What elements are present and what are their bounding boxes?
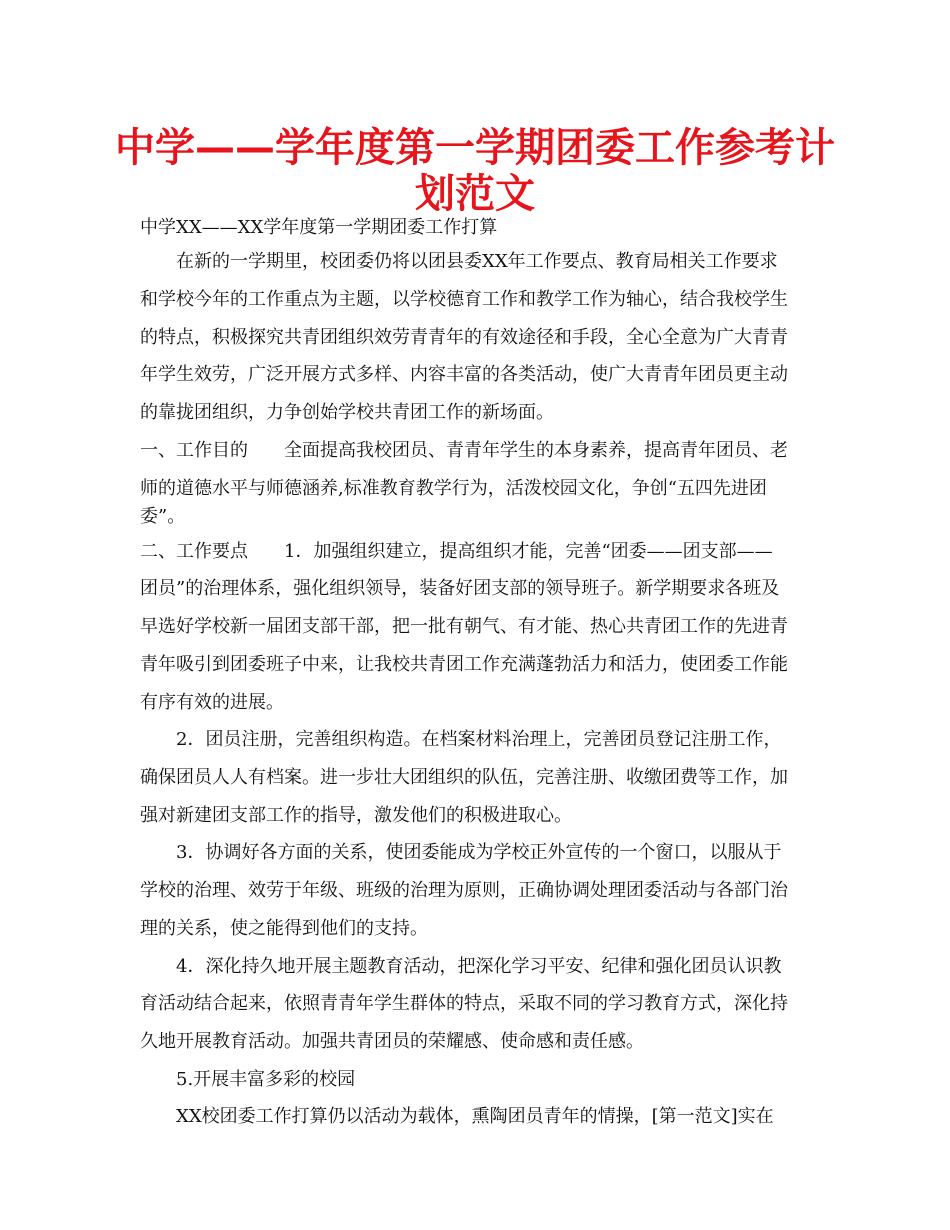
text-line: 和学校今年的工作重点为主题，以学校德育工作和教学工作为轴心，结合我校学生	[140, 289, 788, 310]
section-heading-key-points: 二、工作要点 1．加强组织建立，提高组织才能，完善“团委——团支部——	[140, 541, 773, 562]
document-title-line-2: 划范文	[415, 171, 535, 217]
text-line: 团员”的治理体系，强化组织领导，装备好团支部的领导班子。新学期要求各班及	[140, 578, 780, 599]
text-line: 强对新建团支部工作的指导，激发他们的积极进取心。	[140, 805, 572, 826]
text-line: 2．团员注册，完善组织构造。在档案材料治理上，完善团员登记注册工作，	[176, 729, 782, 750]
text-line: 确保团员人人有档案。进一步壮大团组织的队伍，完善注册、收缴团费等工作，加	[140, 767, 788, 788]
text-line: 委”。	[140, 506, 186, 527]
text-line: 育活动结合起来，依照青青年学生群体的特点，采取不同的学习教育方式，深化持	[140, 993, 788, 1014]
text-line: 早选好学校新一届团支部干部，把一批有朝气、有才能、热心共青团工作的先进青	[140, 616, 788, 637]
section-heading-goals: 一、工作目的 全面提高我校团员、青青年学生的本身素养，提高青年团员、老	[140, 440, 788, 461]
text-line: 学校的治理、效劳于年级、班级的治理为原则，正确协调处理团委活动与各部门治	[140, 880, 788, 901]
text-line: 3．协调好各方面的关系，使团委能成为学校正外宣传的一个窗口，以服从于	[176, 842, 782, 863]
text-line: 青年吸引到团委班子中来，让我校共青团工作充满蓬勃活力和活力，使团委工作能	[140, 654, 788, 675]
document-subtitle: 中学XX——XX学年度第一学期团委工作打算	[140, 217, 498, 238]
text-line: 的靠拢团组织，力争创始学校共青团工作的新场面。	[140, 402, 554, 423]
text-line: 有序有效的进展。	[140, 692, 284, 713]
text-line: 理的关系，使之能得到他们的支持。	[140, 918, 428, 939]
document-title-line-1: 中学——学年度第一学期团委工作参考计	[115, 125, 835, 171]
text-line: 在新的一学期里，校团委仍将以团县委XX年工作要点、教育局相关工作要求	[176, 251, 778, 272]
text-line: 5.开展丰富多彩的校园	[176, 1069, 356, 1090]
text-line: 4．深化持久地开展主题教育活动，把深化学习平安、纪律和强化团员认识教	[176, 956, 782, 977]
text-line: 久地开展教育活动。加强共青团员的荣耀感、使命感和责任感。	[140, 1031, 644, 1052]
text-line: XX校团委工作打算仍以活动为载体，熏陶团员青年的情操，[第一范文]实在	[176, 1106, 774, 1127]
text-line: 年学生效劳，广泛开展方式多样、内容丰富的各类活动，使广大青青年团员更主动	[140, 364, 788, 385]
text-line: 师的道德水平与师德涵养,标准教育教学行为，活泼校园文化，争创“五四先进团	[140, 478, 767, 499]
text-line: 的特点，积极探究共青团组织效劳青青年的有效途径和手段，全心全意为广大青青	[140, 327, 788, 348]
